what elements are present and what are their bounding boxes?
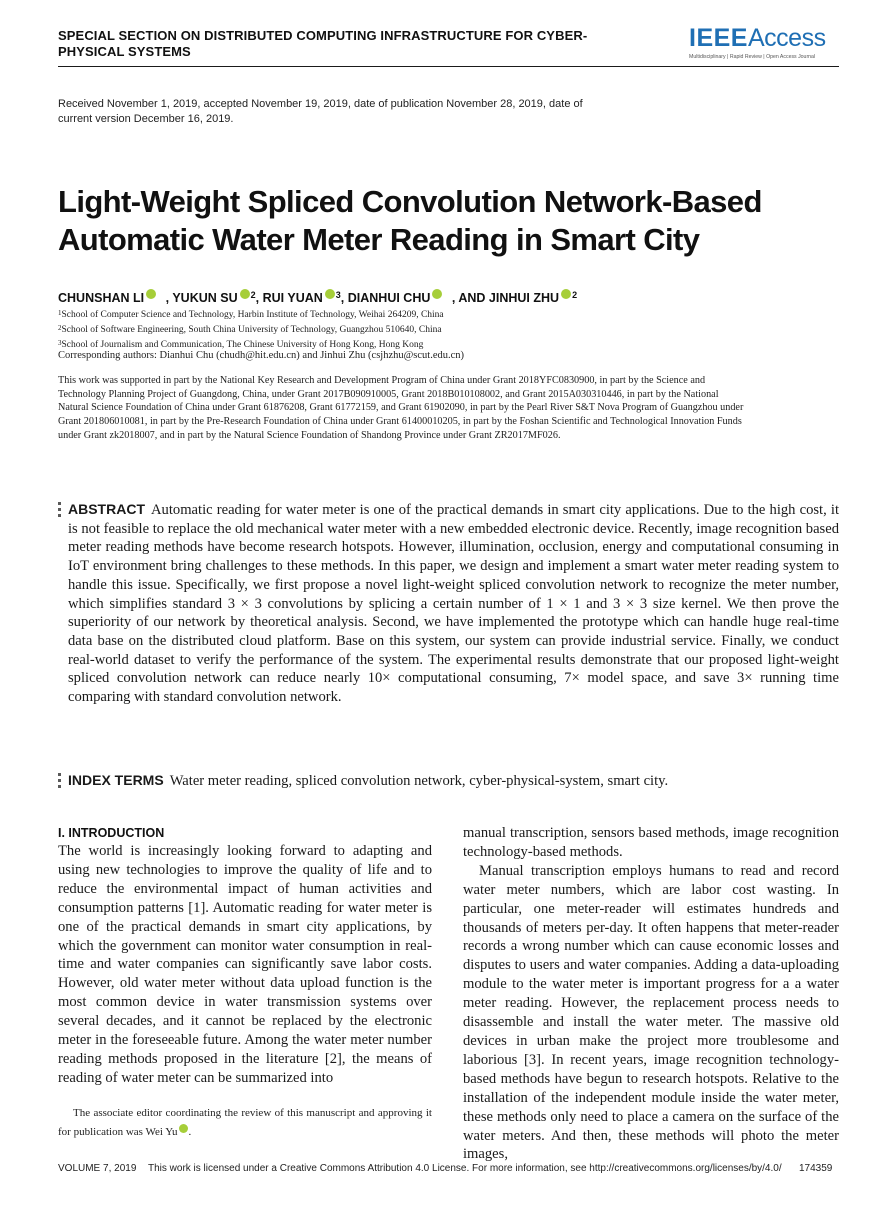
right-column — [463, 824, 839, 1164]
author-list — [58, 289, 839, 305]
affiliation-mark: 3 — [335, 290, 341, 300]
index-terms-label: INDEX TERMS — [68, 772, 164, 788]
abstract-label: ABSTRACT — [68, 501, 145, 517]
ieee-access-logo — [689, 24, 839, 64]
orcid-icon[interactable] — [325, 289, 335, 299]
volume-label: VOLUME 7, 2019 — [58, 1163, 137, 1174]
logo-tagline: Multidisciplinary | Rapid Review | Open Access Journal — [689, 54, 816, 60]
affiliation-number: 2 — [58, 324, 62, 332]
affiliation-text: School of Journalism and Communication, The Chinese University of Hong Kong, Hong Kong — [61, 340, 424, 350]
editor-footnote: The associate editor coordinating the review of this manuscript and approving it for publication was Wei Yu . — [58, 1107, 432, 1138]
index-terms — [68, 771, 839, 791]
abstract-marker — [58, 502, 62, 520]
paper-title: Light-Weight Spliced Convolution Network-Based Automatic Water Meter Reading in Smart City — [58, 184, 762, 257]
abstract — [68, 500, 839, 707]
affiliation-mark: 2 — [572, 290, 578, 300]
author-name: CHUNSHAN LI — [58, 291, 145, 305]
funding-statement: This work was supported in part by the National Key Research and Development Program of China under Grant 2018YFC0830900, in part by the Science and Technology Planning Project of Guangdong, China, under Grant 2017B090910005, Grant 2018B010108002, and Grant 2015A030310446, in part by the National Natural Science Foundation of China under Grant 61876208, Grant 61772159, and Grant 61902090, in part by the Pearl River S&T Nova Program of Guangzhou under Grant 201806010081, in part by the Pre-Research Foundation of China under Grant 61400010205, in part by the Foshan Scientific and Technological Innovation Funds under Grant zk2018007, and in part by the Natural Science Foundation of Shandong Province under Grant ZR2017MF026. — [58, 375, 744, 441]
orcid-icon[interactable] — [561, 289, 571, 299]
affiliation-item — [58, 307, 818, 322]
affiliations — [58, 307, 818, 352]
affiliation-number: 3 — [58, 339, 62, 347]
author-name: , AND JINHUI ZHU — [451, 291, 560, 305]
logo-light: Access — [747, 24, 826, 52]
author-name: , DIANHUI CHU — [340, 291, 431, 305]
left-column — [58, 824, 432, 1088]
intro-paragraph: Manual transcription employs humans to read and record water meter numbers, which are labor cost wasting. In particular, one meter-reader will estimates hundreds and thousands of meters per-day. It often happens that meter-reader records a wrong number which can cause economic losses and disputes to users and water companies. Adding a data-uploading module to the water meter is important progress for a a water meter reading. However, the replacement process needs to disassemble and install the water meter. The massive old devices in urban make the project more troublesome and laborious [3]. In recent years, image recognition technology-based methods have begun to research hotspots. Relative to the installation of the independent module inside the water meter, these methods only need to place a camera on the surface of the water meters. And then, these methods will photo the meter images, — [463, 862, 839, 1163]
page-number: 174359 — [799, 1163, 833, 1174]
header-divider — [58, 66, 839, 67]
index-terms-text: Water meter reading, spliced convolution network, cyber-physical-system, smart city. — [169, 773, 669, 789]
intro-paragraph-continued: manual transcription, sensors based methods, image recognition technology-based methods. — [463, 825, 839, 860]
index-terms-marker — [58, 773, 62, 791]
affiliation-number: 1 — [58, 309, 62, 317]
affiliation-text: School of Computer Science and Technology, Harbin Institute of Technology, Weihai 264209, China — [61, 310, 444, 320]
received-dates: Received November 1, 2019, accepted November 19, 2019, date of publication November 28, 2019, date of current version December 16, 2019. — [58, 98, 583, 125]
author-name: , RUI YUAN — [255, 291, 323, 305]
license-notice[interactable]: This work is licensed under a Creative Commons Attribution 4.0 License. For more information, see http://creativecommons.org/licenses/by/4.0/ — [148, 1163, 782, 1174]
affiliation-item — [58, 322, 818, 337]
affiliation-mark: 2 — [250, 290, 256, 300]
author-name: , YUKUN SU — [165, 291, 238, 305]
orcid-icon[interactable] — [432, 289, 442, 299]
logo-bold: IEEE — [689, 24, 748, 52]
orcid-icon[interactable] — [179, 1124, 188, 1133]
section-heading: I. INTRODUCTION — [58, 826, 165, 840]
footnote-text: The associate editor coordinating the review of this manuscript and approving it for publication was Wei Yu — [58, 1107, 432, 1138]
abstract-text: Automatic reading for water meter is one of the practical demands in smart city applications. Due to the high cost, it is not feasible to replace the old mechanical water meter with a new embedded electronic device. Recently, image recognition based meter reading methods have become research hotspots. However, illumination, occlusion, energy and computational consuming in IoT environment bring challenges to these methods. In this paper, we design and implement a smart water meter reading system to handle this issue. Specifically, we first propose a novel light-weight spliced convolution network to recognize the meter number, which simplifies standard 3 × 3 convolutions by splicing a certain number of 1 × 1 and 3 × 3 size kernel. We then prove the superiority of our network by theoretical analysis. Second, we have implemented the prototype which can handle huge real-time data base on the distributed cloud platform. Base on this system, our system can provide industrial service. Finally, we conduct real-world dataset to verify the performance of the system. The experimental results demonstrate that our proposed light-weight spliced convolution network can reduce nearly 10× computational consuming, 7× model space, and save 3× running time comparing with standard convolution network. — [68, 502, 839, 706]
section-title: SPECIAL SECTION ON DISTRIBUTED COMPUTING INFRASTRUCTURE FOR CYBER-PHYSICAL SYSTEMS — [58, 28, 588, 59]
orcid-icon[interactable] — [146, 289, 156, 299]
intro-paragraph: The world is increasingly looking forward to adapting and using new technologies to improve the quality of life and to reduce the environmental impact of human activities and consumption patterns [1]. Automatic reading for water meter is one of the practical demands in smart city applications, by which the government can monitor water consumption in real-time and water companies can significantly save labor costs. However, old water meter without data upload function is the most common device in water transmission systems over several decades, and it cannot be replaced by the electronic meter in the foreseeable future. Among the water meter number reading methods proposed in the literature [2], the means of reading of water meter can be summarized into — [58, 843, 432, 1086]
corresponding-authors: Corresponding authors: Dianhui Chu (chudh@hit.edu.cn) and Jinhui Zhu (csjhzhu@scut.edu.cn) — [58, 350, 465, 361]
affiliation-text: School of Software Engineering, South China University of Technology, Guangzhou 510640, China — [61, 325, 442, 335]
orcid-icon[interactable] — [240, 289, 250, 299]
